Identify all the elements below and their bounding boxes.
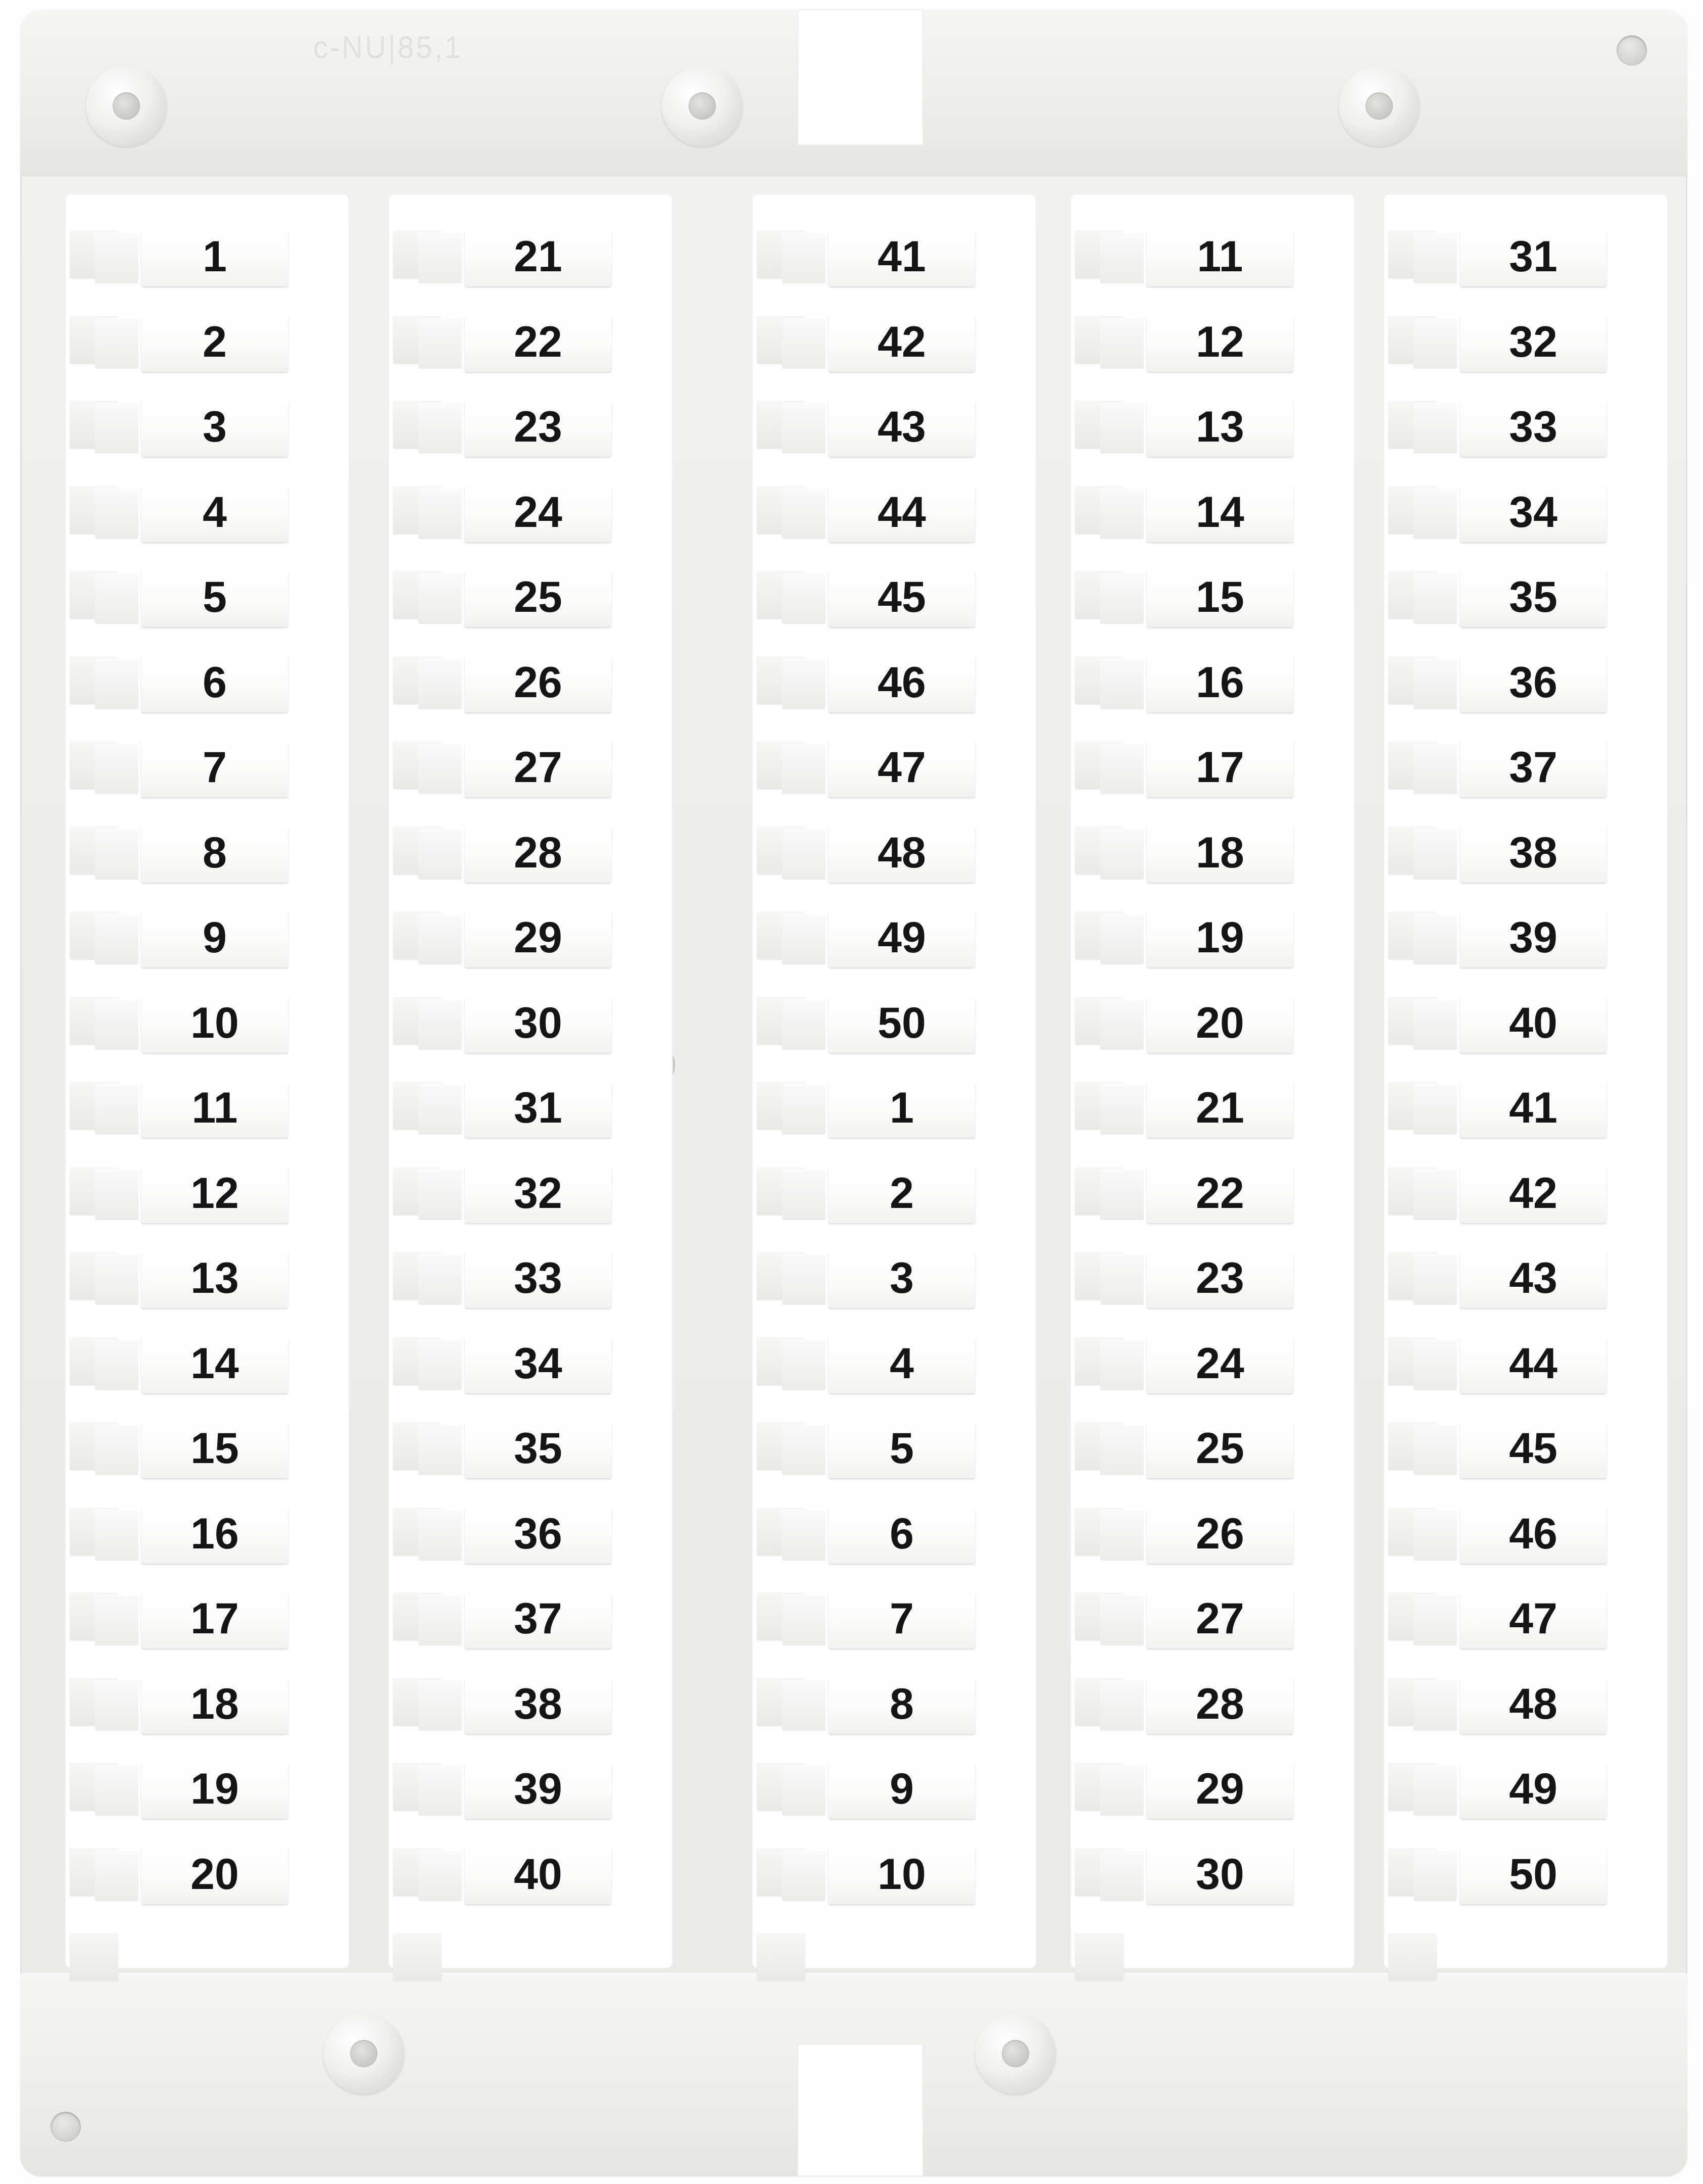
marker-tag-label: 42	[1509, 1169, 1558, 1218]
marker-tag[interactable]	[1460, 1167, 1607, 1223]
marker-tag[interactable]	[829, 1592, 975, 1648]
marker-tag[interactable]	[465, 1081, 611, 1138]
marker-tag-label: 12	[190, 1169, 239, 1218]
marker-tag-label: 3	[203, 403, 227, 451]
marker-tag-label: 41	[878, 232, 926, 281]
marker-tag[interactable]	[1460, 1081, 1607, 1138]
marker-tag-label: 15	[190, 1424, 239, 1473]
marker-tag-label: 7	[890, 1594, 914, 1643]
marker-tag-label: 22	[514, 317, 562, 366]
marker-tag-label: 32	[514, 1169, 562, 1218]
marker-tag-label: 11	[191, 1084, 238, 1132]
marker-tag-label: 26	[514, 658, 562, 707]
marker-tag-label: 50	[1509, 1850, 1558, 1899]
marker-tag[interactable]	[141, 1167, 288, 1223]
marker-tag[interactable]	[465, 656, 611, 712]
marker-tag-label: 19	[1196, 913, 1244, 962]
marker-strip-column-5[interactable]	[1384, 195, 1667, 1968]
marker-tag[interactable]	[465, 1677, 611, 1734]
marker-tag-label: 29	[514, 913, 562, 962]
comb-tooth	[1388, 1932, 1437, 1981]
marker-tag[interactable]	[465, 1592, 611, 1648]
marker-tag[interactable]	[829, 996, 975, 1053]
marker-tag[interactable]	[1460, 1592, 1607, 1648]
comb-tooth	[1075, 1932, 1124, 1981]
marker-tag-label: 38	[1509, 828, 1558, 877]
marker-tag[interactable]	[1147, 1251, 1293, 1308]
marker-tag[interactable]	[1460, 400, 1607, 457]
marker-tag-label: 27	[514, 743, 562, 792]
marker-tag[interactable]	[1460, 1422, 1607, 1478]
marker-tag-label: 49	[878, 913, 926, 962]
marker-tag-label: 17	[190, 1594, 239, 1643]
marker-tag-label: 4	[203, 488, 227, 537]
marker-tag[interactable]	[1460, 1337, 1607, 1393]
marker-tag-label: 35	[1509, 573, 1558, 621]
marker-tag-label: 9	[203, 913, 227, 962]
marker-tag[interactable]	[1460, 1848, 1607, 1904]
marker-tag[interactable]	[829, 315, 975, 372]
marker-tag[interactable]	[1460, 741, 1607, 797]
marker-tag[interactable]	[829, 1337, 975, 1393]
marker-tag[interactable]	[465, 826, 611, 883]
screw-boss-top-right	[1339, 66, 1420, 147]
marker-tag[interactable]	[141, 486, 288, 542]
marker-tag[interactable]	[465, 1507, 611, 1564]
marker-tag-label: 19	[190, 1765, 239, 1813]
marker-tag[interactable]	[141, 1422, 288, 1478]
marker-tag-label: 33	[514, 1254, 562, 1302]
marker-tag-label: 37	[514, 1594, 562, 1643]
marker-tag-label: 42	[878, 317, 926, 366]
marker-tag[interactable]	[1147, 826, 1293, 883]
marker-tag[interactable]	[465, 996, 611, 1053]
marker-tag-label: 46	[1509, 1509, 1558, 1558]
marker-tag[interactable]	[829, 1507, 975, 1564]
marker-tag[interactable]	[1460, 1251, 1607, 1308]
marker-tag[interactable]	[1147, 911, 1293, 967]
marker-tag-label: 26	[1196, 1509, 1244, 1558]
marker-tag-label: 24	[1196, 1339, 1244, 1388]
marker-tag-label: 47	[1509, 1594, 1558, 1643]
marker-tag-label: 30	[1196, 1850, 1244, 1899]
comb-tooth	[393, 1932, 442, 1981]
marker-tag-label: 30	[514, 998, 562, 1047]
marker-tag[interactable]	[141, 1677, 288, 1734]
marker-tag-label: 8	[890, 1679, 914, 1728]
marker-tag[interactable]	[829, 400, 975, 457]
marker-tag-label: 22	[1196, 1169, 1244, 1218]
marker-tag-label: 25	[1196, 1424, 1244, 1473]
marker-tag[interactable]	[829, 1762, 975, 1819]
marker-tag-label: 11	[1197, 232, 1243, 281]
marker-tag-label: 49	[1509, 1765, 1558, 1813]
marker-tag[interactable]	[1460, 486, 1607, 542]
marker-tag-label: 34	[514, 1339, 562, 1388]
marker-tag-label: 10	[878, 1850, 926, 1899]
marker-tag-label: 15	[1196, 573, 1244, 621]
marker-tag[interactable]	[465, 1422, 611, 1478]
marker-tag-label: 3	[890, 1254, 914, 1302]
marker-tag-label: 31	[1509, 232, 1558, 281]
marker-tag-label: 13	[1196, 403, 1244, 451]
marker-strip-column-2[interactable]	[389, 195, 672, 1968]
bottom-center-window	[797, 2044, 923, 2176]
marker-tag[interactable]	[141, 911, 288, 967]
marker-tag[interactable]	[141, 656, 288, 712]
marker-tag[interactable]	[141, 1592, 288, 1648]
marker-tag[interactable]	[829, 1167, 975, 1223]
marker-tag-label: 14	[190, 1339, 239, 1388]
marker-tag-label: 2	[203, 317, 227, 366]
marker-tag-label: 34	[1509, 488, 1558, 537]
marker-tag[interactable]	[829, 230, 975, 286]
comb-tooth	[70, 1932, 118, 1981]
marker-tag-label: 1	[890, 1084, 914, 1132]
marker-tag-label: 38	[514, 1679, 562, 1728]
marker-tag-label: 16	[1196, 658, 1244, 707]
marker-tag-label: 9	[890, 1765, 914, 1813]
marker-tag[interactable]	[141, 1762, 288, 1819]
marker-tag-label: 27	[1196, 1594, 1244, 1643]
marker-tag-label: 43	[878, 403, 926, 451]
screw-boss-bottom-left	[323, 2013, 404, 2094]
marker-tag-label: 48	[878, 828, 926, 877]
screw-boss-bottom-center	[975, 2013, 1056, 2094]
marker-tag[interactable]	[1147, 230, 1293, 286]
marker-strip-column-4[interactable]	[1071, 195, 1354, 1968]
marker-tag[interactable]	[465, 570, 611, 627]
marker-tag-label: 47	[878, 743, 926, 792]
marker-tag[interactable]	[829, 570, 975, 627]
marker-tag-label: 46	[878, 658, 926, 707]
marker-tag-label: 32	[1509, 317, 1558, 366]
corner-hole-top-right	[1617, 35, 1647, 66]
marker-tag-label: 39	[514, 1765, 562, 1813]
marker-tag-label: 20	[190, 1850, 239, 1899]
marker-tag-label: 12	[1196, 317, 1244, 366]
marker-tag[interactable]	[1147, 1422, 1293, 1478]
marker-tag[interactable]	[141, 826, 288, 883]
marker-tag-label: 13	[190, 1254, 239, 1302]
marker-tag-label: 8	[203, 828, 227, 877]
marker-tag[interactable]	[1147, 1592, 1293, 1648]
marker-tag[interactable]	[1460, 656, 1607, 712]
marker-tag-label: 25	[514, 573, 562, 621]
marker-tag-label: 14	[1196, 488, 1244, 537]
marker-tag-label: 44	[878, 488, 926, 537]
marker-tag[interactable]	[141, 230, 288, 286]
marker-tag-label: 1	[203, 232, 227, 281]
marker-tag-label: 18	[1196, 828, 1244, 877]
marker-tag-label: 40	[1509, 998, 1558, 1047]
marker-tag[interactable]	[465, 1848, 611, 1904]
marker-tag[interactable]	[1147, 1677, 1293, 1734]
marker-tag[interactable]	[141, 315, 288, 372]
marker-tag[interactable]	[1460, 826, 1607, 883]
marker-tag-label: 33	[1509, 403, 1558, 451]
marker-tag[interactable]	[465, 1167, 611, 1223]
marker-tag[interactable]	[1147, 741, 1293, 797]
marker-tag[interactable]	[829, 1422, 975, 1478]
marker-tag[interactable]	[141, 400, 288, 457]
marker-tag[interactable]	[1147, 1081, 1293, 1138]
marker-tag[interactable]	[1460, 1507, 1607, 1564]
screw-boss-top-center	[662, 66, 743, 147]
marker-tag[interactable]	[829, 1251, 975, 1308]
top-center-window	[797, 9, 923, 145]
marker-tag-label: 6	[890, 1509, 914, 1558]
marker-tag-label: 41	[1509, 1084, 1558, 1132]
marker-tag[interactable]	[829, 486, 975, 542]
marker-tag[interactable]	[1147, 1167, 1293, 1223]
marker-tag[interactable]	[829, 826, 975, 883]
marker-tag[interactable]	[141, 570, 288, 627]
marker-tag-label: 23	[1196, 1254, 1244, 1302]
marker-tag[interactable]	[465, 1762, 611, 1819]
marker-tag-label: 43	[1509, 1254, 1558, 1302]
marker-tag-label: 24	[514, 488, 562, 537]
marker-tag[interactable]	[141, 996, 288, 1053]
marker-tag-label: 6	[203, 658, 227, 707]
marker-tag[interactable]	[1147, 1337, 1293, 1393]
marker-tag-label: 5	[890, 1424, 914, 1473]
marker-tag[interactable]	[141, 1848, 288, 1904]
marker-tag-label: 37	[1509, 743, 1558, 792]
marker-tag-label: 50	[878, 998, 926, 1047]
marker-tag[interactable]	[465, 1337, 611, 1393]
marker-tag[interactable]	[829, 911, 975, 967]
marker-tag[interactable]	[1147, 1762, 1293, 1819]
marker-tag-label: 4	[890, 1339, 914, 1388]
marker-tag[interactable]	[465, 315, 611, 372]
marker-tag-label: 16	[190, 1509, 239, 1558]
marker-strip-column-3[interactable]	[753, 195, 1036, 1968]
marker-tag[interactable]	[1147, 996, 1293, 1053]
marker-tag-label: 36	[514, 1509, 562, 1558]
marker-tag[interactable]	[1147, 570, 1293, 627]
marker-tag[interactable]	[829, 656, 975, 712]
marker-tag-label: 35	[514, 1424, 562, 1473]
marker-tag-label: 39	[1509, 913, 1558, 962]
marker-tag-label: 18	[190, 1679, 239, 1728]
corner-hole-bottom-left	[51, 2112, 81, 2142]
marker-tag[interactable]	[1147, 656, 1293, 712]
marker-tag[interactable]	[1147, 486, 1293, 542]
marker-tag[interactable]	[829, 1848, 975, 1904]
marker-tag-label: 7	[203, 743, 227, 792]
marker-tag-label: 17	[1196, 743, 1244, 792]
marker-tag[interactable]	[465, 741, 611, 797]
marker-tag[interactable]	[829, 1677, 975, 1734]
marker-tag-label: 21	[514, 232, 562, 281]
marker-tag[interactable]	[1460, 1762, 1607, 1819]
marker-tag[interactable]	[1460, 315, 1607, 372]
marker-tag[interactable]	[141, 1507, 288, 1564]
marker-tag[interactable]	[141, 1081, 288, 1138]
screw-boss-top-left	[86, 66, 167, 147]
marker-tag[interactable]	[465, 400, 611, 457]
marker-tag-label: 31	[514, 1084, 562, 1132]
marker-tag-label: 5	[203, 573, 227, 621]
marker-tag[interactable]	[141, 1337, 288, 1393]
marker-strip-column-1[interactable]	[66, 195, 349, 1968]
comb-tooth	[757, 1932, 805, 1981]
marker-tag[interactable]	[1460, 1677, 1607, 1734]
marker-tag[interactable]	[465, 486, 611, 542]
marker-tag[interactable]	[141, 1251, 288, 1308]
marker-tag[interactable]	[1460, 996, 1607, 1053]
marker-tag[interactable]	[1147, 1848, 1293, 1904]
marker-tag[interactable]	[1147, 315, 1293, 372]
marker-tag[interactable]	[1147, 400, 1293, 457]
marker-tag[interactable]	[141, 741, 288, 797]
marker-tag-label: 36	[1509, 658, 1558, 707]
marker-tag[interactable]	[465, 911, 611, 967]
marker-tag[interactable]	[829, 741, 975, 797]
marker-tag-label: 45	[878, 573, 926, 621]
marker-tag-label: 28	[514, 828, 562, 877]
marker-tag-label: 29	[1196, 1765, 1244, 1813]
marker-tag-label: 40	[514, 1850, 562, 1899]
marker-tag-label: 45	[1509, 1424, 1558, 1473]
marker-tag-label: 44	[1509, 1339, 1558, 1388]
marker-tag[interactable]	[1460, 570, 1607, 627]
marker-tag[interactable]	[1460, 230, 1607, 286]
marker-tag-label: 10	[190, 998, 239, 1047]
marker-tag[interactable]	[465, 230, 611, 286]
marker-tag[interactable]	[1147, 1507, 1293, 1564]
marker-tag[interactable]	[465, 1251, 611, 1308]
marker-tag[interactable]	[829, 1081, 975, 1138]
embossed-part-number: c-NU|85,1	[313, 31, 463, 66]
marker-tag-label: 21	[1196, 1084, 1244, 1132]
marker-tag-label: 28	[1196, 1679, 1244, 1728]
marker-tag-label: 20	[1196, 998, 1244, 1047]
marker-tag-label: 2	[890, 1169, 914, 1218]
marker-tag-label: 48	[1509, 1679, 1558, 1728]
marker-tag-label: 23	[514, 403, 562, 451]
marker-tag[interactable]	[1460, 911, 1607, 967]
